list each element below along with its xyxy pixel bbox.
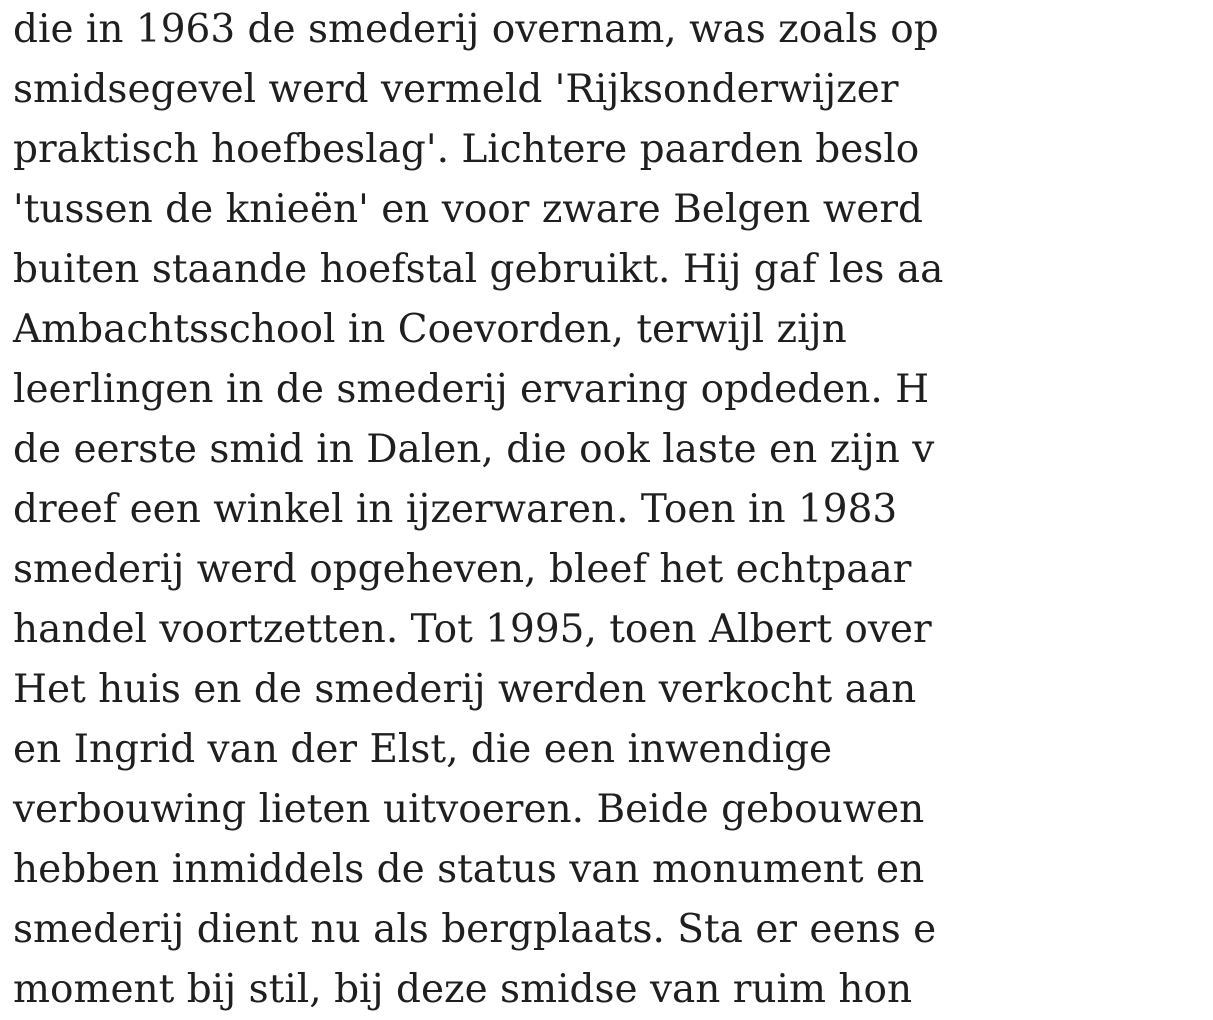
text-line: 'tussen de knieën' en voor zware Belgen werd bbox=[13, 187, 923, 232]
text-line: en Ingrid van der Elst, die een inwendige bbox=[13, 727, 833, 772]
text-line: die in 1963 de smederij overnam, was zoals op bbox=[13, 7, 939, 52]
text-line: Ambachtsschool in Coevorden, terwijl zijn bbox=[13, 307, 847, 352]
text-line: Het huis en de smederij werden verkocht aan bbox=[13, 667, 917, 712]
text-line: smederij dient nu als bergplaats. Sta er eens e bbox=[13, 907, 937, 952]
text-line: leerlingen in de smederij ervaring opdeden. H bbox=[13, 367, 930, 412]
text-line: praktisch hoefbeslag'. Lichtere paarden beslo bbox=[13, 127, 920, 172]
text-line: hebben inmiddels de status van monument en bbox=[13, 847, 925, 892]
text-line: dreef een winkel in ijzerwaren. Toen in 1983 bbox=[13, 487, 898, 532]
text-line: smederij werd opgeheven, bleef het echtpaar bbox=[13, 547, 912, 592]
text-line: buiten staande hoefstal gebruikt. Hij gaf les aa bbox=[13, 247, 944, 292]
text-line: de eerste smid in Dalen, die ook laste en zijn v bbox=[13, 427, 935, 472]
text-line: smidsegevel werd vermeld 'Rijksonderwijzer bbox=[13, 67, 899, 112]
text-line: verbouwing lieten uitvoeren. Beide gebouwen bbox=[13, 787, 925, 832]
text-line: handel voortzetten. Tot 1995, toen Albert over bbox=[13, 607, 932, 652]
text-line: moment bij stil, bij deze smidse van ruim hon bbox=[13, 967, 913, 1012]
